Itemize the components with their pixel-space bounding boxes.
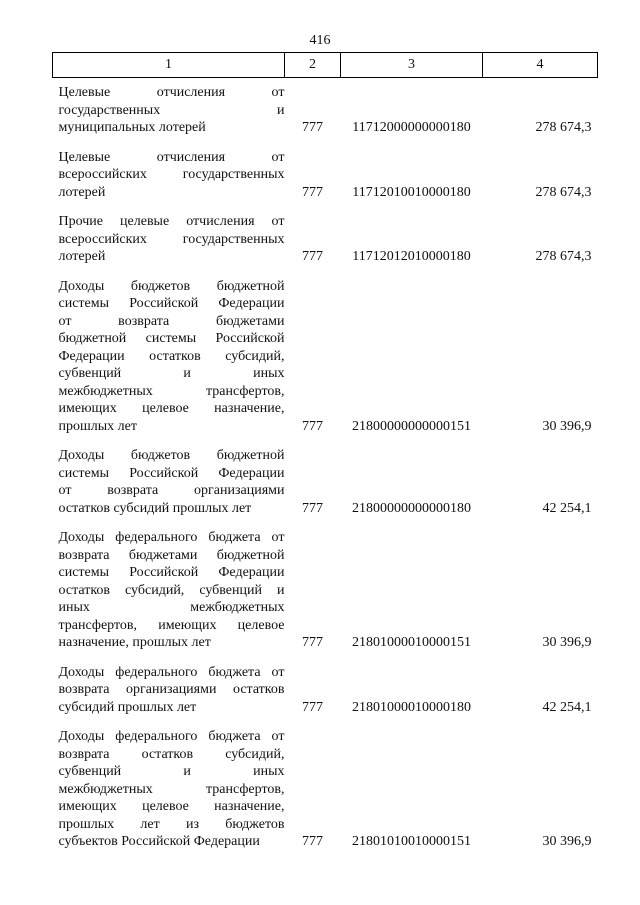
revenue-name-cell (53, 720, 285, 855)
revenue-name-line: всероссийских государственных (58, 167, 285, 182)
revenue-name-line: Доходы бюджетов бюджетной (58, 278, 285, 294)
admin-code-cell: 777 (302, 120, 323, 135)
budget-classification-code-cell: 21801000010000180 (352, 699, 471, 715)
revenue-name-line: Доходы федерального бюджета от (58, 729, 285, 744)
revenue-name-line: прошлых лет (58, 418, 137, 434)
revenue-name-line: Целевые отчисления от (58, 149, 285, 165)
table-body (53, 78, 598, 855)
revenue-name-line: остатков субсидий, субвенций и (58, 582, 285, 598)
table-row (53, 720, 598, 855)
revenue-name-line: межбюджетных трансфертов, (58, 383, 285, 399)
revenue-name-line: Целевые отчисления от (58, 85, 285, 100)
table-row (53, 656, 598, 721)
admin-code-cell: 777 (302, 418, 323, 434)
revenue-name-cell (53, 656, 285, 721)
column-header-admin: 2 (285, 53, 341, 78)
revenue-name-line: назначение, прошлых лет (58, 635, 211, 650)
revenue-name-line: Федерации остатков субсидий, (58, 348, 285, 364)
revenue-name-cell (53, 205, 285, 270)
revenue-name-line: бюджетной системы Российской (58, 331, 285, 346)
revenue-name-line: субсидий прошлых лет (58, 699, 197, 715)
revenue-name-line: всероссийских государственных (58, 231, 285, 247)
admin-code-cell: 777 (302, 834, 323, 849)
revenue-name-line: субвенций и иных (58, 366, 285, 381)
budget-classification-code-cell: 11712012010000180 (352, 249, 471, 264)
revenue-name-line: прошлых лет из бюджетов (58, 816, 285, 832)
revenue-name-line: Прочие целевые отчисления от (58, 214, 285, 229)
admin-code-cell: 777 (302, 699, 323, 715)
revenue-name-line: имеющих целевое назначение, (58, 401, 285, 416)
column-header-amount: 4 (483, 53, 598, 78)
revenue-name-line: лотерей (58, 184, 106, 200)
budget-classification-code-cell: 21801000010000151 (352, 635, 471, 650)
revenue-name-line: государственных и (58, 102, 285, 118)
revenue-name-line: субвенций и иных (58, 764, 285, 779)
revenue-name-line: Доходы федерального бюджета от (58, 530, 285, 545)
revenue-name-line: муниципальных лотерей (58, 120, 206, 135)
revenue-name-line: возврата остатков субсидий, (58, 746, 285, 762)
table-row (53, 141, 598, 206)
revenue-name-line: системы Российской Федерации (58, 465, 285, 481)
revenue-name-cell (53, 78, 285, 141)
amount-cell: 278 674,3 (535, 184, 592, 200)
table-row (53, 78, 598, 141)
table-row (53, 439, 598, 521)
revenue-name-line: трансфертов, имеющих целевое (58, 617, 285, 633)
revenue-name-line: межбюджетных трансфертов, (58, 781, 285, 797)
revenue-name-line: Доходы федерального бюджета от (58, 664, 285, 680)
revenue-name-line: остатков субсидий прошлых лет (58, 500, 252, 516)
budget-classification-code-cell: 11712010010000180 (352, 184, 471, 200)
amount-cell: 42 254,1 (542, 500, 592, 516)
revenue-name-line: имеющих целевое назначение, (58, 799, 285, 814)
table-header-row (53, 53, 598, 78)
admin-code-cell: 777 (302, 500, 323, 516)
revenue-name-cell (53, 141, 285, 206)
amount-cell: 30 396,9 (542, 418, 592, 434)
page-number: 416 (309, 33, 331, 48)
budget-classification-code-cell: 11712000000000180 (352, 120, 471, 135)
admin-code-cell: 777 (302, 635, 323, 650)
amount-cell: 278 674,3 (535, 120, 592, 135)
column-header-code: 3 (341, 53, 483, 78)
amount-cell: 278 674,3 (535, 249, 592, 264)
admin-code-cell: 777 (302, 184, 323, 200)
revenue-name-line: возврата бюджетами бюджетной (58, 547, 285, 563)
revenue-name-line: от возврата бюджетами (58, 313, 285, 329)
revenue-name-cell (53, 270, 285, 440)
table-row (53, 270, 598, 440)
revenue-name-line: системы Российской Федерации (58, 296, 285, 311)
table-row (53, 205, 598, 270)
revenue-name-cell (53, 439, 285, 521)
revenue-name-cell (53, 521, 285, 656)
budget-table (52, 52, 598, 855)
revenue-name-line: возврата организациями остатков (58, 682, 285, 697)
admin-code-cell: 777 (302, 249, 323, 264)
revenue-name-line: субъектов Российской Федерации (58, 834, 260, 849)
revenue-name-line: Доходы бюджетов бюджетной (58, 448, 285, 463)
amount-cell: 42 254,1 (542, 699, 592, 715)
budget-classification-code-cell: 21800000000000180 (352, 500, 471, 516)
table-row (53, 521, 598, 656)
revenue-name-line: иных межбюджетных (58, 600, 285, 615)
budget-classification-code-cell: 21801010010000151 (352, 834, 471, 849)
column-header-name: 1 (53, 53, 285, 78)
revenue-name-line: системы Российской Федерации (58, 565, 285, 580)
revenue-name-line: от возврата организациями (58, 483, 285, 498)
amount-cell: 30 396,9 (542, 834, 592, 849)
amount-cell: 30 396,9 (542, 635, 592, 650)
budget-classification-code-cell: 21800000000000151 (352, 418, 471, 434)
revenue-name-line: лотерей (58, 249, 106, 264)
